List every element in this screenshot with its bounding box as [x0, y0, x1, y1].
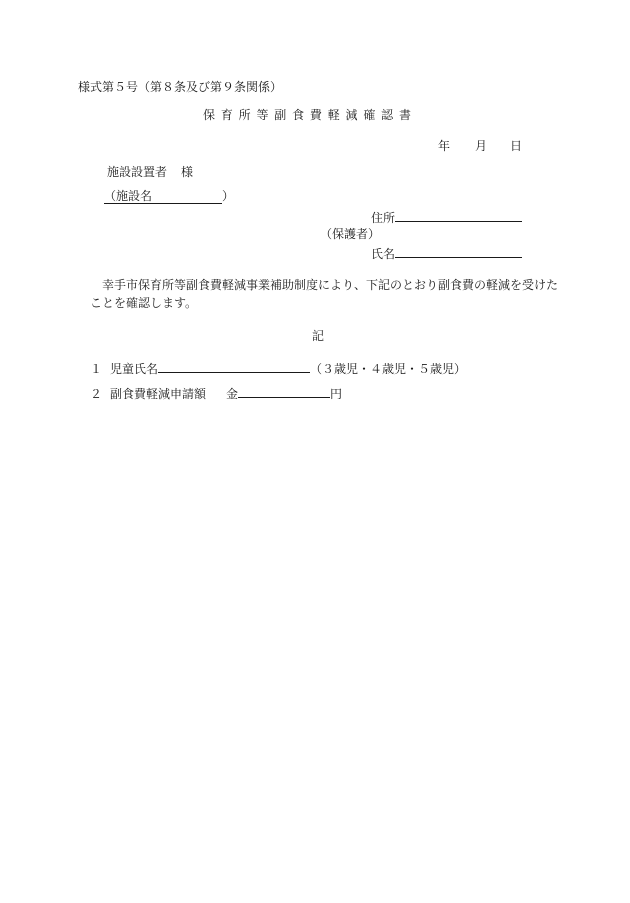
guardian-label: （保護者） [320, 227, 381, 241]
name-line [371, 245, 522, 261]
address-line [371, 209, 522, 225]
item-reduction-amount [90, 385, 342, 401]
child-name-blank [158, 360, 310, 373]
form-number: 様式第５号（第８条及び第９条関係） [78, 80, 283, 94]
date-month: 月 [475, 139, 488, 153]
facility-label: （施設名 [104, 189, 153, 203]
date-year: 年 [438, 139, 451, 153]
document-title: 保 育 所 等 副 食 費 軽 減 確 認 書 [203, 108, 412, 122]
item-number: ２ [90, 387, 103, 401]
recipient-title: 施設設置者 [107, 165, 168, 179]
recipient-honorific: 様 [181, 165, 194, 179]
recipient-line [107, 165, 193, 179]
age-options: （３歳児・４歳児・５歳児） [310, 362, 467, 376]
amount-blank [238, 385, 330, 398]
item-number: １ [90, 362, 103, 376]
name-label: 氏名 [371, 247, 396, 261]
name-blank [395, 245, 522, 258]
item-label: 副食費軽減申請額 [110, 387, 207, 401]
note-heading: 記 [312, 329, 325, 343]
amount-unit: 円 [330, 387, 343, 401]
item-child-name [90, 360, 466, 376]
facility-close: ） [222, 189, 235, 203]
amount-prefix: 金 [226, 387, 239, 401]
body-line-2: ことを確認します。 [90, 296, 198, 310]
address-label: 住所 [371, 211, 396, 225]
facility-line [104, 189, 234, 203]
item-label: 児童氏名 [110, 362, 159, 376]
body-line-1: 幸手市保育所等副食費軽減事業補助制度により、下記のとおり副食費の軽減を受けた [102, 278, 559, 292]
address-blank [395, 209, 522, 222]
date-day: 日 [510, 139, 523, 153]
